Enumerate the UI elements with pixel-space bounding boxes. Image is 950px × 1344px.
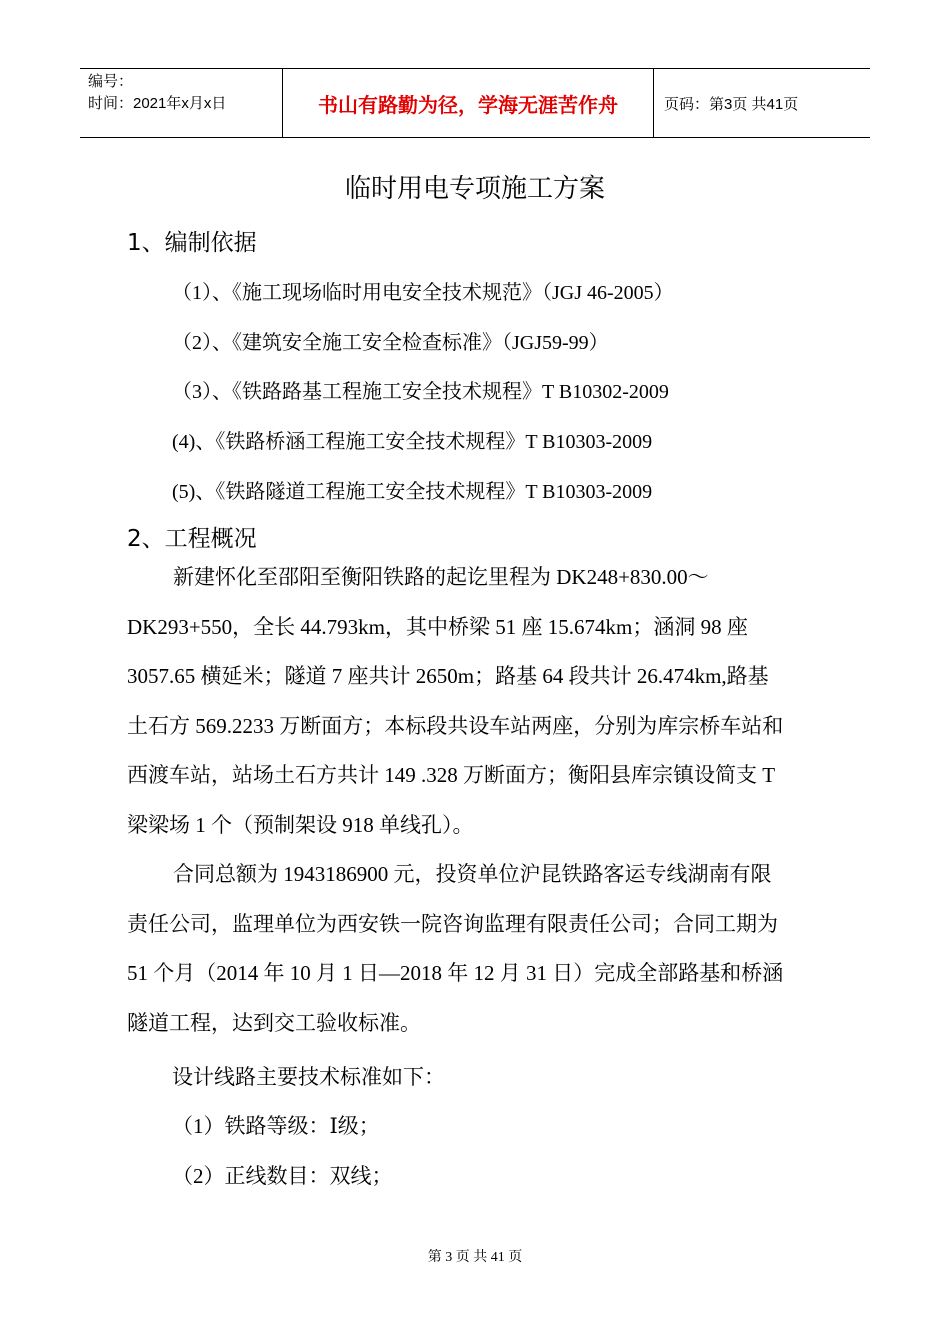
reference-item: （2）、《建筑安全施工安全检查标准》（JGJ59-99）	[172, 332, 609, 354]
header-motto: 书山有路勤为径，学海无涯苦作舟	[282, 69, 654, 137]
standard-item: （1）铁路等级：Ⅰ级；	[172, 1114, 380, 1138]
reference-item: (5)、《铁路隧道工程施工安全技术规程》T B10303-2009	[172, 481, 653, 503]
section-heading-overview: 2、工程概况	[127, 526, 257, 552]
paragraph-line: 梁梁场 1 个（预制架设 918 单线孔）。	[127, 812, 474, 837]
paragraph-line: 土石方 569.2233 万断面方；本标段共设车站两座，分别为库宗桥车站和	[127, 713, 784, 738]
paragraph-line: 西渡车站，站场土石方共计 149 .328 万断面方；衡阳县库宗镇设简支 T	[127, 763, 776, 787]
contract-paragraph	[127, 850, 823, 1048]
page-header-table	[80, 68, 870, 138]
document-time-label: 时间：2021年x月x日	[88, 95, 227, 112]
reference-item: (4)、《铁路桥涵工程施工安全技术规程》T B10303-2009	[172, 431, 653, 453]
document-number-label: 编号：	[88, 73, 134, 90]
standard-item: （2）正线数目：双线；	[172, 1164, 393, 1188]
standards-intro: 设计线路主要技术标准如下：	[172, 1065, 445, 1089]
overview-paragraph	[127, 553, 823, 850]
paragraph-line: 新建怀化至邵阳至衡阳铁路的起讫里程为 DK248+830.00～	[173, 565, 709, 589]
paragraph-line: 3057.65 横延米；隧道 7 座共计 2650m；路基 64 段共计 26.474km,路基	[127, 664, 769, 688]
reference-item: （3）、《铁路路基工程施工安全技术规程》T B10302-2009	[172, 381, 669, 403]
header-left-cell	[80, 69, 282, 137]
reference-item: （1）、《施工现场临时用电安全技术规范》（JGJ 46-2005）	[172, 282, 674, 304]
paragraph-line: 隧道工程，达到交工验收标准。	[127, 1010, 421, 1035]
page-footer: 第 3 页 共 41 页	[427, 1250, 523, 1265]
header-page-info: 页码：第3页 共41页	[664, 95, 799, 113]
paragraph-line: DK293+550，全长 44.793km，其中桥梁 51 座 15.674km；涵洞 98 座	[127, 614, 748, 639]
section-heading-basis: 1、编制依据	[127, 230, 257, 256]
paragraph-line: 责任公司，监理单位为西安铁一院咨询监理有限责任公司；合同工期为	[127, 911, 778, 936]
paragraph-line: 51 个月（2014 年 10 月 1 日—2018 年 12 月 31 日）完成全部路基和桥涵	[127, 961, 784, 985]
paragraph-line: 合同总额为 1943186900 元，投资单位沪昆铁路客运专线湖南有限	[173, 862, 772, 886]
document-title: 临时用电专项施工方案	[344, 174, 605, 204]
